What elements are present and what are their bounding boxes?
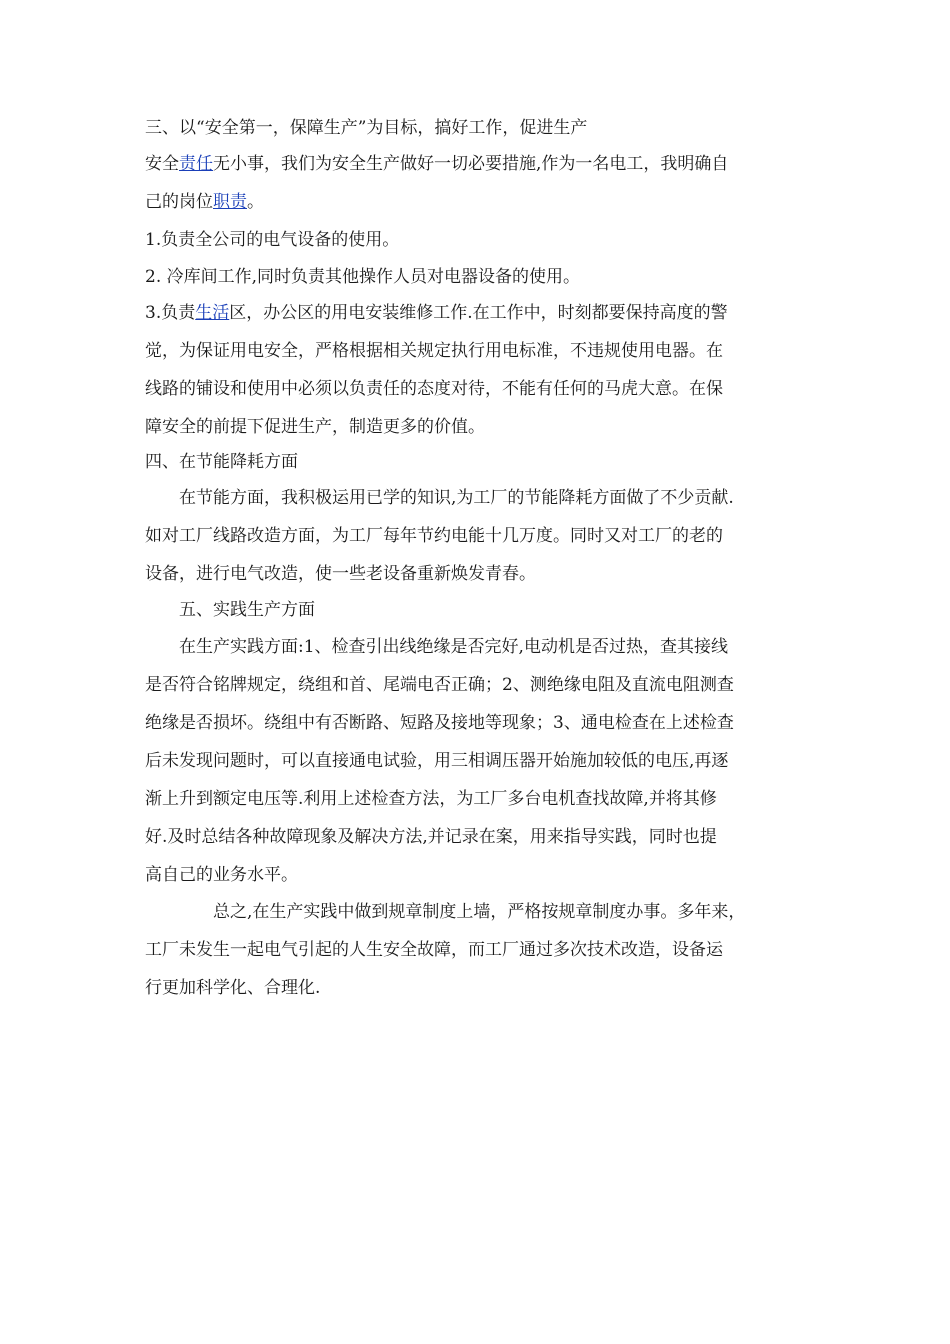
link-duties[interactable]: 职责 bbox=[213, 192, 247, 212]
document-page bbox=[145, 118, 815, 998]
list-item-2: 2. 冷库间工作,同时负责其他操作人员对电器设备的使用。 bbox=[145, 267, 581, 287]
text-segment: 区，办公区的用电安装维修工作.在工作中，时刻都要保持高度的警 bbox=[229, 303, 728, 323]
section4-line3: 设备，进行电气改造，使一些老设备重新焕发青春。 bbox=[145, 564, 536, 584]
section5-line2: 是否符合铭牌规定，绕组和首、尾端电否正确；2、测绝缘电阻及直流电阻测查 bbox=[145, 675, 734, 695]
list-item-3-line1 bbox=[145, 303, 815, 323]
text-segment: 3.负责 bbox=[145, 303, 196, 323]
section3-paragraph-line2 bbox=[145, 192, 815, 212]
section5-line7: 高自己的业务水平。 bbox=[145, 865, 298, 885]
section5-line3: 绝缘是否损坏。绕组中有否断路、短路及接地等现象；3、通电检查在上述检查 bbox=[145, 713, 734, 733]
conclusion-line3: 行更加科学化、合理化. bbox=[145, 978, 321, 998]
section4-heading: 四、在节能降耗方面 bbox=[145, 452, 298, 472]
section5-heading: 五、实践生产方面 bbox=[179, 600, 315, 620]
section3-paragraph-line1 bbox=[145, 154, 815, 174]
section3-heading: 三、以“安全第一，保障生产”为目标，搞好工作，促进生产 bbox=[145, 118, 588, 138]
list-item-1: 1.负责全公司的电气设备的使用。 bbox=[145, 230, 400, 250]
text-segment: 无小事，我们为安全生产做好一切必要措施,作为一名电工，我明确自 bbox=[213, 154, 729, 174]
text-segment: 己的岗位 bbox=[145, 192, 213, 212]
conclusion-line2: 工厂未发生一起电气引起的人生安全故障，而工厂通过多次技术改造，设备运 bbox=[145, 940, 723, 960]
list-item-3-line3: 线路的铺设和使用中必须以负责任的态度对待，不能有任何的马虎大意。在保 bbox=[145, 379, 723, 399]
section4-line1: 在节能方面，我积极运用已学的知识,为工厂的节能降耗方面做了不少贡献. bbox=[179, 488, 734, 508]
conclusion-line1: 总之,在生产实践中做到规章制度上墙，严格按规章制度办事。多年来， bbox=[213, 902, 746, 922]
section4-line2: 如对工厂线路改造方面，为工厂每年节约电能十几万度。同时又对工厂的老的 bbox=[145, 526, 723, 546]
list-item-3-line4: 障安全的前提下促进生产，制造更多的价值。 bbox=[145, 417, 485, 437]
section5-line6: 好.及时总结各种故障现象及解决方法,并记录在案，用来指导实践，同时也提 bbox=[145, 827, 717, 847]
section5-line1: 在生产实践方面:1、检查引出线绝缘是否完好,电动机是否过热，查其接线 bbox=[179, 637, 728, 657]
link-responsibility[interactable]: 责任 bbox=[179, 154, 213, 174]
section5-line4: 后未发现问题时，可以直接通电试验，用三相调压器开始施加较低的电压,再逐 bbox=[145, 751, 729, 771]
text-segment: 安全 bbox=[145, 154, 179, 174]
section5-line5: 渐上升到额定电压等.利用上述检查方法，为工厂多台电机查找故障,并将其修 bbox=[145, 789, 717, 809]
link-life[interactable]: 生活 bbox=[195, 303, 230, 323]
list-item-3-line2: 觉，为保证用电安全，严格根据相关规定执行用电标准，不违规使用电器。在 bbox=[145, 341, 723, 361]
text-segment: 。 bbox=[247, 192, 264, 212]
